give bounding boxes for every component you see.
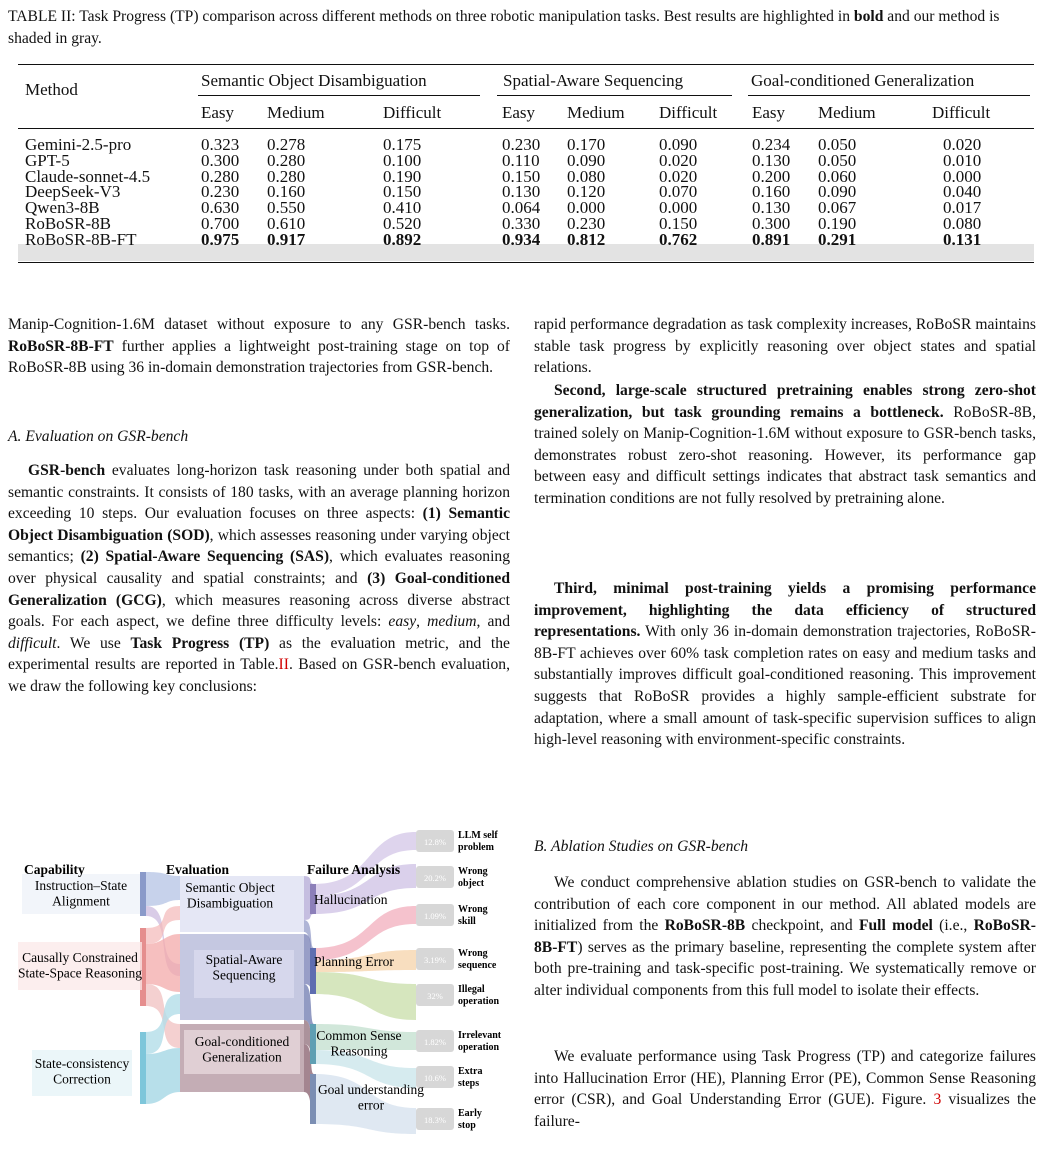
subheader-medium: Medium [818,103,876,122]
header-failure: Failure Analysis [307,862,401,877]
table-mid-rule [18,128,1034,129]
table-cell: 0.812 [567,229,606,249]
table-cell: 0.080 [943,213,982,233]
text: , which assesses reasoning under varying object semantics; [8,526,510,566]
table-cell: 0.020 [659,150,698,170]
table-cell: 0.130 [502,182,541,202]
subheader-easy: Easy [201,103,235,122]
method-name: RoBoSR-8B-FT [25,229,137,249]
method-name: Gemini-2.5-pro [25,135,132,154]
subtype-pct: 18.3% [424,1115,446,1125]
table-cell: 0.020 [943,135,982,154]
table-cell: 0.040 [943,182,982,202]
table-cell: 0.280 [201,166,240,186]
value-column [818,137,856,248]
value-column [201,137,239,248]
subtype-label: LLM self problem [458,830,498,853]
text-bold: (3) Goal-conditioned Generalization (GCG) [8,569,510,609]
table-cell: 0.000 [567,198,606,218]
text-italic: medium [427,613,477,631]
text: visualizes the failure- [534,1091,1036,1130]
table-cell: 0.630 [201,198,240,218]
subtype-pct: 3.19% [424,955,446,965]
text-bold: (2) Spatial-Aware Sequencing (SAS) [80,548,330,566]
text: . Based on GSR-bench evaluation, we draw the following key conclusions: [8,656,510,695]
subheader-easy: Easy [502,103,536,122]
text: RoBoSR-8B, trained solely on Manip-Cognition-1.6M without exposure to GSR-bench tasks, demonstrates robust zero-shot reasoning. However, its performance gap between easy and difficult settings indicates that abstract task semantics and termination conditions are not fully resolved by pretraining alone. [534,403,1036,507]
table-cell: 0.700 [201,213,240,233]
method-name: DeepSeek-V3 [25,182,121,202]
table-cell: 0.150 [659,213,698,233]
subtype-pct: 12.8% [424,837,446,847]
capability-label: Instruction–State Alignment [34,878,128,909]
text: further applies a lightweight post-training stage on top of RoBoSR-8B using 36 in-domain demonstration trajectories from GSR-bench. [8,337,510,377]
evaluation-label: Semantic Object Disambiguation [185,880,275,911]
text: We evaluate performance using Task Progress (TP) and categorize failures into Hallucination Error (HE), Planning Error (PE), Common Sense Reasoning error (CSR), and Goal Understanding Error (GUE). Figure. [534,1048,1036,1109]
method-name: Qwen3-8B [25,198,100,218]
table-cell: 0.067 [818,198,857,218]
text: as the evaluation metric, and the experimental results are reported in Table. [8,634,510,674]
text-bold: (1) Semantic Object Disambiguation (SOD) [8,505,510,544]
group-rule-sod [198,95,480,96]
text: , [416,613,428,631]
text: (i.e., [932,917,974,935]
table-cell: 0.050 [818,150,857,170]
caption-label: TABLE II: [8,8,76,25]
table-cell: 0.090 [567,150,606,170]
text: , which measures reasoning across diverse abstract goals. For each aspect, we define three difficulty levels: [8,591,511,631]
left-paragraph-1 [8,314,510,379]
value-column [567,137,605,248]
right-paragraph-2 [534,380,1036,510]
table-cell: 0.190 [818,213,857,233]
method-header: Method [25,80,78,99]
table-cell: 0.550 [267,198,306,218]
text: evaluates long-horizon task reasoning under both spatial and semantic constraints. It consists of 180 tasks, with an average planning horizon exceeding 10 steps. Our evaluation focuses on three aspects: [8,462,510,523]
text: checkpoint, and [745,917,859,935]
table-cell: 0.934 [502,229,541,249]
table-cell: 0.130 [752,198,791,218]
text-bold: RoBoSR-8B-FT [534,917,1036,956]
table-cell: 0.090 [818,182,857,202]
table-cell: 0.175 [383,135,422,154]
value-column [502,137,540,248]
value-column [659,137,697,248]
table-cell: 0.000 [943,166,982,186]
table-cell: 0.330 [502,213,541,233]
group-rule-gcg [748,95,1030,96]
failure-label: Hallucination [314,892,388,907]
table-cell: 0.150 [502,166,541,186]
table-cell: 0.975 [201,229,240,249]
table-cell: 0.280 [267,166,306,186]
flow-sc-gcg [146,1048,180,1104]
text: ) serves as the primary baseline, representing the complete system after both pre-training and task-specific post-training. We systematically remove or alter individual components from this full model to isolate their effects. [534,938,1036,999]
table-cell: 0.060 [818,166,857,186]
left-paragraph-2 [8,460,510,698]
subheader-difficult: Difficult [659,103,718,122]
flow-plan-illegal [314,972,416,1020]
subheader-medium: Medium [267,103,325,122]
table-cell: 0.160 [752,182,791,202]
section-b-heading: B. Ablation Studies on GSR-bench [534,838,749,855]
failure-label: Planning Error [314,954,394,969]
subheader-medium: Medium [567,103,625,122]
capability-label: Causally Constrained State-Space Reasoning [17,950,143,981]
text-italic: difficult [8,634,57,652]
table-cell: 0.323 [201,135,240,154]
value-column [752,137,790,248]
method-column [25,137,150,248]
caption-text: Task Progress (TP) comparison across different methods on three robotic manipulation tasks. Best results are highlighted in [75,8,854,25]
method-name: RoBoSR-8B [25,213,111,233]
table-cell: 0.230 [201,182,240,202]
caption-bold: bold [853,8,884,25]
table-cell: 0.070 [659,182,698,202]
failure-label: Common Sense Reasoning [316,1028,402,1059]
table-cell: 0.050 [818,135,857,154]
table-cell: 0.090 [659,135,698,154]
table-cell: 0.080 [567,166,606,186]
right-paragraph-1: rapid performance degradation as task complexity increases, RoBoSR maintains stable task progress by explicitly reasoning over object states and spatial relations. [534,316,1036,377]
table-cell: 0.230 [502,135,541,154]
failure-label: Goal understanding error [317,1082,425,1113]
text: , which evaluates reasoning over physical causality and spatial constraints; and [8,548,510,587]
text-italic: easy [388,613,417,631]
subtype-label: Wrong skill [458,904,488,927]
table-cell: 0.170 [567,135,606,154]
text: With only 36 in-domain demonstration trajectories, RoBoSR-8B-FT achieves over 60% task completion rates on easy and medium tasks and substantially improves difficult goal-conditioned reasoning. This improvement suggests that RoBoSR provides a highly sample-efficient substrate for adaptation, where a small amount of task-specific supervision suffices to align high-level reasoning with environment-specific constraints. [534,623,1036,749]
table-cell: 0.230 [567,213,606,233]
group-header-sas: Spatial-Aware Sequencing [503,71,684,90]
table-cell: 0.150 [383,182,422,202]
text: We conduct comprehensive ablation studies on GSR-bench to validate the contribution of each core component in our method. All ablated models are initialized from the [534,874,1036,935]
table-cell: 0.520 [383,213,422,233]
text-bold: RoBoSR-8B-FT [8,337,114,355]
text-bold: Third, minimal post-training yields a promising performance improvement, highlighting the data efficiency of structured representations. [534,580,1036,641]
table-cell: 0.200 [752,166,791,186]
evaluation-label: Goal-conditioned Generalization [194,1034,290,1065]
table-cell: 0.762 [659,229,698,249]
text-bold: Second, large-scale structured pretraining enables strong zero-shot generalization, but task grounding remains a bottleneck. [534,382,1036,421]
subtype-label: Wrong sequence [458,948,497,971]
table-cell: 0.300 [201,150,240,170]
table-top-rule [18,64,1034,65]
table-cell: 0.100 [383,150,422,170]
subtype-label: Illegal operation [458,984,500,1007]
subtype-pct: 1.82% [424,1037,446,1047]
text: Manip-Cognition-1.6M dataset without exposure to any GSR-bench tasks. [8,316,510,333]
subtype-pct: 32% [427,991,443,1001]
header-evaluation: Evaluation [166,862,230,877]
table-cell: 0.234 [752,135,791,154]
text: , and [476,613,510,631]
table-cell: 0.291 [818,229,857,249]
method-name: GPT-5 [25,150,70,170]
reference-link[interactable]: II [278,656,289,674]
group-header-sod: Semantic Object Disambiguation [201,71,427,90]
table-cell: 0.160 [267,182,306,202]
table-cell: 0.120 [567,182,606,202]
subtype-pct: 20.2% [424,873,446,883]
subtype-label: Early stop [458,1108,482,1131]
right-paragraph-5 [534,1046,1036,1132]
table-bottom-rule [18,262,1034,263]
method-name: Claude-sonnet-4.5 [25,166,151,186]
node-fail-4 [310,1074,316,1124]
table-cell: 0.892 [383,229,422,249]
table-cell: 0.410 [383,198,422,218]
text: . We use [56,634,131,652]
sankey-figure [14,824,514,1154]
table-cell: 0.064 [502,198,541,218]
table-cell: 0.610 [267,213,306,233]
table-cell: 0.891 [752,229,791,249]
evaluation-label: Spatial-Aware Sequencing [205,952,283,983]
table-cell: 0.130 [752,150,791,170]
table-cell: 0.278 [267,135,306,154]
table-cell: 0.131 [943,229,982,249]
value-column [943,137,981,248]
table-cell: 0.010 [943,150,982,170]
text-bold: RoBoSR-8B [664,917,746,935]
value-column [267,137,305,248]
subheader-difficult: Difficult [383,103,442,122]
table-cell: 0.017 [943,198,982,218]
capability-label: State-consistency Correction [34,1056,130,1087]
section-a-heading: A. Evaluation on GSR-bench [8,428,189,445]
table-cell: 0.917 [267,229,306,249]
header-capability: Capability [24,862,85,877]
reference-link[interactable]: 3 [933,1091,942,1109]
subtype-label: Wrong object [458,866,488,889]
table-cell: 0.190 [383,166,422,186]
group-header-gcg: Goal-conditioned Generalization [751,71,975,90]
caption-text-end: and our method is shaded in gray. [8,8,1000,47]
subheader-easy: Easy [752,103,786,122]
subtype-label: Extra steps [458,1066,483,1089]
flow-ali-sod [146,872,180,906]
table-caption [8,6,1038,50]
table-cell: 0.110 [502,150,540,170]
table-cell: 0.300 [752,213,791,233]
subheader-difficult: Difficult [932,103,991,122]
table-cell: 0.000 [659,198,698,218]
table-cell: 0.280 [267,150,306,170]
right-paragraph-3 [534,578,1036,751]
subtype-pct: 1.09% [424,911,446,921]
text-bold: Full model [858,917,933,935]
subtype-label: Irrelevant operation [458,1030,502,1053]
text-bold: Task Progress (TP) [130,634,270,652]
text-bold: GSR-bench [28,462,106,479]
right-paragraph-4 [534,872,1036,1002]
node-cap-1 [140,872,146,916]
table-cell: 0.020 [659,166,698,186]
subtype-pct: 10.6% [424,1073,446,1083]
node-cap-3 [140,1032,146,1104]
group-rule-sas [497,95,732,96]
value-column [383,137,421,248]
node-fail-3 [310,1024,316,1064]
